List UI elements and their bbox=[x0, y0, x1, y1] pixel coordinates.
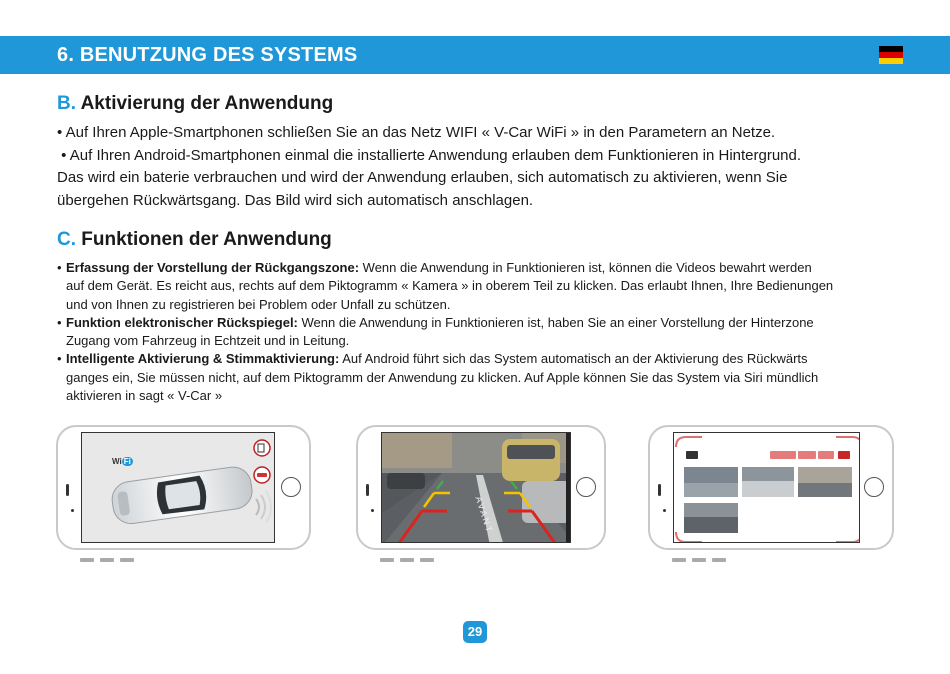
section-b-title: Aktivierung der Anwendung bbox=[80, 93, 334, 114]
wifi-logo bbox=[112, 457, 133, 466]
phone-side-buttons bbox=[672, 549, 732, 553]
wifi-logo-badge: Fi bbox=[123, 457, 131, 466]
feature-text: auf dem Gerät. Es reicht aus, rechts auf dem Piktogramm « Kamera » in oberem Teil zu klicken. Das erlaubt Ihnen, Ihre Bedienungen bbox=[66, 278, 834, 294]
phone-video-gallery bbox=[648, 425, 894, 550]
gallery-image bbox=[674, 433, 860, 543]
feature-label: Intelligente Aktivierung & Stimmaktivierung: bbox=[66, 351, 340, 367]
section-b-heading bbox=[57, 93, 333, 115]
section-header-title: 6. BENUTZUNG DES SYSTEMS bbox=[57, 44, 358, 66]
feature-list bbox=[57, 259, 917, 405]
phone-speaker bbox=[658, 484, 661, 496]
section-b-line: • Auf Ihren Apple-Smartphonen schließen Sie an das Netz WIFI « V-Car WiFi » in den Parametern an Netze. bbox=[57, 124, 776, 141]
section-header-bar bbox=[0, 36, 950, 74]
section-b-body bbox=[57, 122, 927, 212]
rear-camera-image bbox=[382, 433, 571, 543]
feature-item-activation bbox=[57, 350, 917, 405]
wifi-logo-text: Wi bbox=[112, 457, 122, 466]
gallery-screen bbox=[673, 432, 860, 543]
feature-label: Erfassung der Vorstellung der Rückgangszone: bbox=[66, 260, 360, 275]
phone-side-buttons bbox=[80, 549, 140, 553]
road-marking-text: AVANT bbox=[473, 495, 495, 535]
section-b-letter: B. bbox=[57, 93, 76, 114]
section-b-line: Das wird ein baterie verbrauchen und wird der Anwendung erlauben, sich automatisch zu aktivieren, wenn Sie bbox=[57, 169, 788, 186]
phone-home-button bbox=[576, 477, 596, 497]
german-flag-icon bbox=[879, 46, 903, 64]
feature-label: Funktion elektronischer Rückspiegel: bbox=[66, 314, 298, 330]
phone-speaker bbox=[366, 484, 369, 496]
phone-side-buttons bbox=[380, 549, 440, 553]
feature-item-recording bbox=[57, 259, 917, 314]
phone-speaker bbox=[66, 484, 69, 496]
car-top-view-illustration bbox=[82, 433, 275, 543]
phone-app-home bbox=[56, 425, 311, 550]
section-c-title: Funktionen der Anwendung bbox=[81, 229, 332, 250]
phone-rear-camera bbox=[356, 425, 606, 550]
phone-camera bbox=[371, 509, 374, 512]
section-c-letter: C. bbox=[57, 229, 76, 250]
phone-home-button bbox=[864, 477, 884, 497]
feature-text: Wenn die Anwendung in Funktionieren ist, können die Videos bewahrt werden bbox=[359, 260, 812, 275]
feature-text: Wenn die Anwendung in Funktionieren ist, haben Sie an einer Vorstellung der Hinterzone bbox=[297, 314, 814, 330]
phone-home-button bbox=[281, 477, 301, 497]
feature-text: und von Ihnen zu registrieren bei Problem oder Unfall zu schützen. bbox=[66, 296, 451, 312]
app-home-screen bbox=[81, 432, 275, 543]
rear-camera-screen bbox=[381, 432, 571, 543]
feature-text: aktivieren in sagt « V-Car » bbox=[66, 388, 223, 404]
phone-camera bbox=[663, 509, 666, 512]
feature-text: ganges ein, Sie müssen nicht, auf dem Piktogramm der Anwendung zu klicken. Auf Apple können Sie das System via Siri mündlich bbox=[66, 369, 819, 385]
feature-text: Auf Android führt sich das System automatisch an der Aktivierung des Rückwärts bbox=[339, 351, 808, 367]
feature-text: Zugang vom Fahrzeug in Echtzeit und in Leitung. bbox=[66, 333, 350, 349]
page-number-badge: 29 bbox=[463, 621, 487, 643]
section-c-heading bbox=[57, 229, 332, 251]
feature-item-mirror bbox=[57, 314, 917, 351]
section-b-line: übergehen Rückwärtsgang. Das Bild wird sich automatisch anschlagen. bbox=[57, 191, 534, 209]
phone-camera bbox=[71, 509, 74, 512]
section-b-line: • Auf Ihren Android-Smartphonen einmal die installierte Anwendung erlauben dem Funktionieren in Hintergrund. bbox=[57, 146, 802, 164]
